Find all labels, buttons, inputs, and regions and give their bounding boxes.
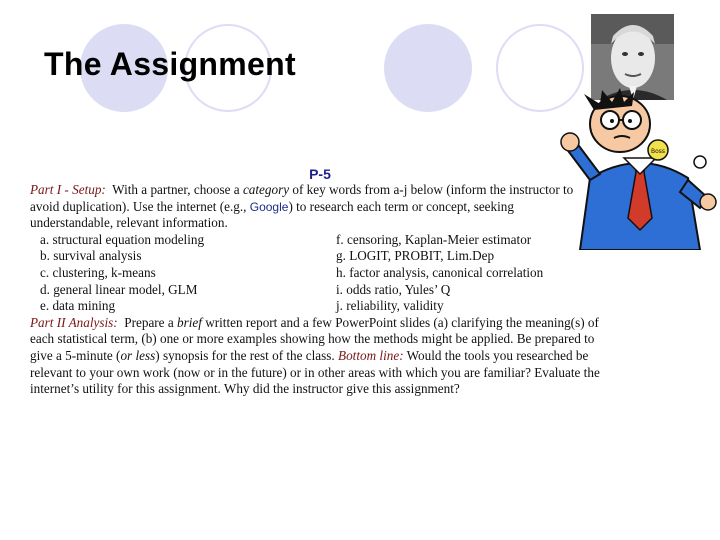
keyword-item: e. data mining [40, 298, 116, 314]
part1-text-c: ) to research each term or concept, seeking understandable, relevant information. [30, 198, 514, 231]
part1-paragraph [30, 182, 600, 232]
keyword-item: d. general linear model, GLM [40, 281, 198, 297]
part1-text-b: of key words from a-j below (inform the instructor to avoid duplication). Use the internet (e.g., [30, 182, 574, 214]
keyword-item: b. survival analysis [40, 248, 142, 264]
keyword-item: c. clustering, k-means [40, 264, 156, 280]
bottom-line-label: Bottom line: [338, 347, 404, 363]
brief-word: brief [176, 314, 202, 330]
decor-circle [384, 24, 472, 112]
boss-badge-text: Boss [650, 148, 666, 155]
part2-text-b: written report and a few PowerPoint slides (a) clarifying the meaning(s) of each statistical term, (b) one or more examples showing how the methods might be applied. Be prepared to give a 5-minute ( [30, 314, 599, 363]
keyword-item: f. censoring, Kaplan-Meier estimator [336, 231, 532, 247]
part1-heading: Part I - Setup: [30, 182, 106, 197]
part2-text-a: Prepare a [124, 314, 174, 330]
part1-text-a: With a partner, choose a [112, 182, 240, 197]
assignment-text [30, 182, 600, 398]
category-word: category [242, 182, 290, 197]
keyword-list [30, 232, 600, 315]
keyword-item: h. factor analysis, canonical correlation [336, 264, 544, 280]
or-less-word: or less [120, 347, 156, 363]
part2-heading: Part II Analysis: [30, 314, 118, 330]
keyword-item: i. odds ratio, Yules’ Q [336, 281, 451, 297]
keyword-item: g. LOGIT, PROBIT, Lim.Dep [336, 248, 495, 264]
part2-text-d: Would the tools you researched be relevant to your own work (now or in the future) or in other areas with which you are familiar? Evaluate the internet’s utility for this assignment. Why did the instructor give this assignment? [30, 347, 600, 397]
part2-text-c: ) synopsis for the rest of the class. [155, 347, 335, 363]
slide-title: The Assignment [44, 46, 296, 82]
part2-paragraph [30, 315, 600, 398]
keyword-item: j. reliability, validity [336, 298, 444, 314]
google-link[interactable]: Google [249, 199, 289, 214]
slide-number-label: P-5 [309, 166, 331, 182]
keyword-item: a. structural equation modeling [40, 231, 205, 247]
